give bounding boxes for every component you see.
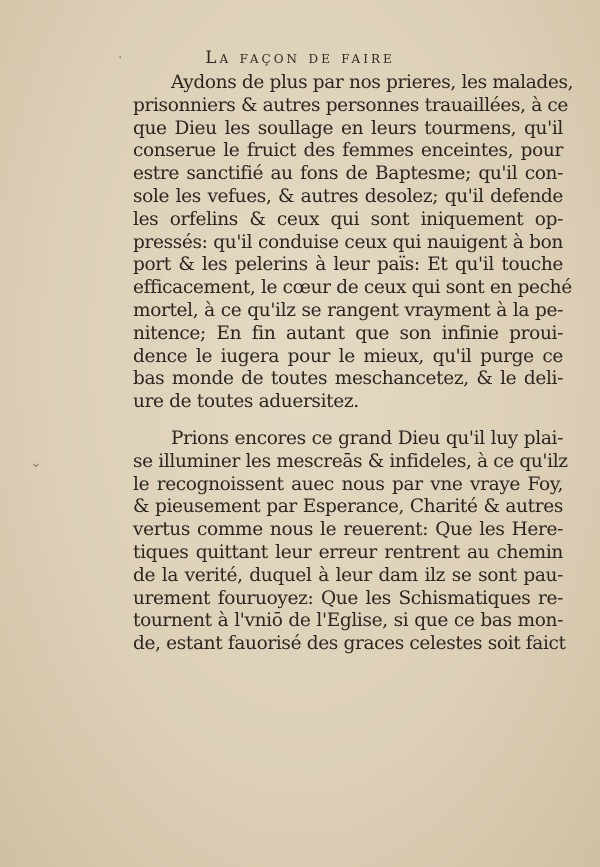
text-line: Prions encores ce grand Dieu qu'il luy plai-: [171, 427, 563, 449]
text-line: les orfelins & ceux qui sont iniquement op-: [133, 208, 563, 230]
text-line: vertus comme nous le reuerent: Que les Here-: [133, 519, 563, 541]
text-line: le recognoissent auec nous par vne vraye Foy,: [133, 473, 563, 495]
text-line: & pieusement par Esperance, Charité & autres: [133, 496, 563, 518]
text-line: de la verité, duquel à leur dam ilz se sont pau-: [133, 564, 563, 586]
text-line: ure de toutes aduersitez.: [133, 391, 359, 413]
running-head: La façon de faire: [205, 48, 395, 68]
text-line: Aydons de plus par nos prieres, les malades,: [171, 72, 574, 93]
text-line: que Dieu les soullage en leurs tourmens, qu'il: [133, 117, 563, 139]
show-through-text: [175, 735, 183, 756]
body-text: [133, 72, 574, 656]
text-line: efficacement, le cœur de ceux qui sont en peché: [133, 277, 572, 299]
margin-mark: ⌄: [30, 455, 42, 471]
text-line: tournent à l'vniō de l'Eglise, si que ce bas mon-: [133, 610, 563, 632]
text-line: port & les pelerins à leur païs: Et qu'il touche: [133, 254, 563, 276]
paragraph-2: [133, 427, 568, 656]
text-line: sole les vefues, & autres desolez; qu'il defende: [133, 185, 563, 207]
text-line: estre sanctifié au fons de Baptesme; qu'il con-: [133, 163, 563, 185]
text-line: tiques quittant leur erreur rentrent au chemin: [133, 541, 563, 563]
text-line: pressés: qu'il conduise ceux qui nauigent à bon: [133, 231, 563, 253]
text-line: prisonniers & autres personnes trauaillées, à ce: [133, 94, 569, 116]
text-line: se illuminer les mescreās & infideles, à ce qu'ilz: [133, 450, 568, 472]
text-line: conserue le fruict des femmes enceintes, pour: [133, 140, 563, 162]
text-line: de, estant fauorisé des graces celestes soit faict: [133, 633, 566, 655]
text-line: dence le iugera pour le mieux, qu'il purge ce: [133, 345, 563, 367]
margin-mark: ·: [118, 50, 123, 66]
text-line: urement fouruoyez: Que les Schismatiques re-: [133, 587, 563, 609]
text-line: mortel, à ce qu'ilz se rangent vrayment à la pe-: [133, 299, 563, 321]
text-line: bas monde de toutes meschancetez, & le deli-: [133, 368, 563, 390]
text-line: nitence; En fin autant que son infinie proui-: [133, 322, 563, 344]
paragraph-1: [133, 72, 574, 414]
